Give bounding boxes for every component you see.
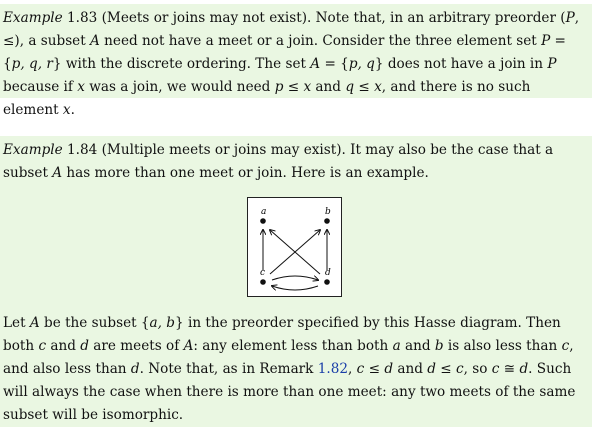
text-run: . Such will always the case when there is more than one meet: any two meets of the same subset will be isomorphic. — [3, 361, 576, 423]
math-A: A — [310, 56, 321, 72]
text-run: ≤ — [364, 361, 385, 377]
text-run: be the subset { — [39, 315, 150, 331]
text-run: ≤ — [283, 79, 304, 95]
text-run: has more than one meet or join. Here is an example. — [62, 165, 429, 181]
text-run: Let — [3, 315, 30, 331]
arrow-d-c — [272, 286, 318, 290]
math-c: c — [356, 361, 365, 377]
math-c: c — [491, 361, 500, 377]
node-a — [260, 218, 266, 224]
math-set: a, b — [149, 315, 175, 331]
text-run: was a join, we would need — [84, 79, 275, 95]
hasse-diagram — [247, 197, 342, 297]
node-label-c: c — [260, 268, 266, 278]
math-a: a — [392, 338, 401, 354]
text-run: . Note that, as in Remark — [139, 361, 318, 377]
text-run: and — [46, 338, 81, 354]
math-d: d — [80, 338, 89, 354]
math-x: x — [303, 79, 312, 95]
node-c — [260, 279, 266, 285]
example-label: Example — [3, 10, 63, 26]
node-label-b: b — [325, 207, 331, 217]
remark-link[interactable]: 1.82 — [317, 361, 349, 377]
node-label-d: d — [325, 268, 331, 278]
math-d: d — [427, 361, 436, 377]
math-x: x — [62, 102, 71, 118]
text-run: . — [70, 102, 75, 118]
text-run: , so — [463, 361, 492, 377]
math-d: d — [519, 361, 529, 377]
text-run: because if — [3, 79, 78, 95]
text-run: : any element less than both — [193, 338, 393, 354]
math-P: P — [547, 56, 557, 72]
example-1-83-block — [0, 4, 592, 118]
example-1-84-text — [3, 139, 589, 185]
example-number: 1.84 — [67, 142, 98, 158]
arrow-c-d — [272, 276, 318, 280]
example-label: Example — [3, 142, 63, 158]
example-1-84-block — [0, 136, 592, 427]
example-number: 1.83 — [67, 10, 98, 26]
text-run: are meets of — [88, 338, 184, 354]
text-run: } in the preorder specified by this Hasse diagram. Then both — [3, 315, 561, 354]
text-run: is also less than — [443, 338, 562, 354]
math-set: p, q — [348, 56, 375, 72]
text-run: , and also less than — [3, 338, 574, 377]
math-c: c — [561, 338, 570, 354]
hasse-diagram-svg — [248, 198, 341, 296]
math-P: P — [565, 10, 575, 26]
example-1-83-text — [3, 7, 589, 122]
node-label-a: a — [261, 207, 267, 217]
math-x: x — [374, 79, 382, 95]
text-run: ≤ — [354, 79, 375, 95]
text-run: ≤ — [435, 361, 457, 377]
text-run: = { — [320, 56, 349, 72]
text-run: ≅ — [499, 361, 520, 377]
math-d: d — [130, 361, 140, 377]
text-run: need not have a meet or a join. Consider the three element set — [99, 33, 542, 49]
text-run: (Meets or joins may not exist). Note that, in an arbitrary preorder ( — [97, 10, 566, 26]
text-run: (Multiple meets or joins may exist). It may also be the case that a subset — [3, 142, 554, 181]
node-d — [324, 279, 330, 285]
text-run: , and there is no such element — [3, 79, 531, 118]
text-run: and — [311, 79, 346, 95]
math-A: A — [52, 165, 63, 181]
hasse-explanation-text — [3, 312, 589, 427]
math-q: q — [345, 79, 355, 95]
math-P: P — [541, 33, 551, 49]
text-run: , ≤), a subset — [3, 10, 580, 49]
math-x: x — [77, 79, 85, 95]
text-run: = { — [3, 33, 566, 72]
text-run: and — [400, 338, 435, 354]
text-run: } with the discrete ordering. The set — [52, 56, 311, 72]
math-set: p, q, r — [11, 56, 53, 72]
text-run: } does not have a join in — [374, 56, 548, 72]
math-d: d — [384, 361, 394, 377]
text-run: , — [348, 361, 357, 377]
text-run: and — [393, 361, 428, 377]
math-b: b — [434, 338, 444, 354]
math-A: A — [183, 338, 194, 354]
math-c: c — [38, 338, 47, 354]
math-A: A — [90, 33, 100, 49]
math-p: p — [274, 79, 284, 95]
node-b — [324, 218, 330, 224]
math-A: A — [29, 315, 40, 331]
math-c: c — [456, 361, 464, 377]
